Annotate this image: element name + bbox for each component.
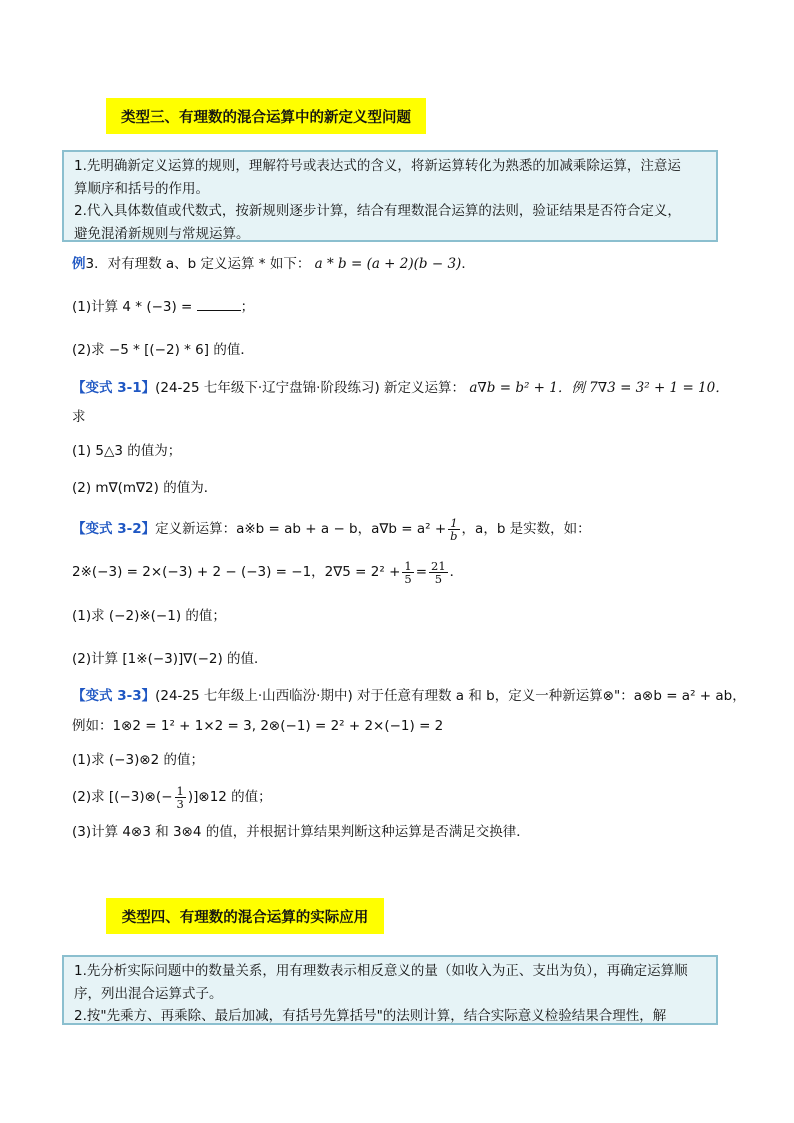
variant-source: (24-25 七年级上·山西临汾·期中) 对于任意有理数 a 和 b，定义一种新运算⊗"：a⊗b = a² + ab，	[155, 688, 746, 704]
question-text: (2)求 [(−3)⊗(−	[72, 789, 173, 805]
fraction: $\frac{21}{5}$	[431, 558, 446, 586]
variant-tag: 【变式 3-1】	[72, 380, 156, 396]
question-text: (1)计算 4 * (−3) =	[72, 299, 193, 315]
question-2: (2)求 −5 * [(−2) * 6] 的值．	[72, 342, 254, 358]
section-heading: 类型三、有理数的混合运算中的新定义型问题	[106, 98, 426, 134]
tip-line: 2.代入具体数值或代数式，按新规则逐步计算，结合有理数混合运算的法则，验证结果是否符合定义，	[74, 203, 681, 219]
tip-line: 算顺序和括号的作用。	[74, 180, 209, 197]
variant-tag: 【变式 3-3】	[72, 688, 156, 704]
fraction: $\frac{1}{b}$	[450, 515, 458, 543]
section-heading: 类型四、有理数的混合运算的实际应用	[106, 898, 384, 934]
answer-blank	[197, 297, 241, 311]
example-end: ．	[449, 564, 464, 580]
fraction: $\frac{1}{5}$	[404, 558, 412, 586]
example-statement: 例3．对有理数 a、b 定义运算 * 如下： a * b = (a + 2)(b − 3)．	[72, 256, 475, 272]
example-formula: a * b = (a + 2)(b − 3)	[314, 256, 462, 272]
question-1: (1)求 (−3)⊗2 的值；	[72, 752, 205, 768]
tip-line: 避免混淆新规则与常规运算。	[74, 225, 250, 242]
fraction: $\frac{1}{3}$	[176, 783, 184, 811]
question-2: (2)计算 [1※(−3)]∇(−2) 的值．	[72, 651, 268, 667]
variant-rule: 定义新运算：a※b = ab + a − b，a∇b = a² +	[155, 521, 447, 537]
variant-3-2-statement	[72, 516, 591, 542]
question-2	[72, 782, 272, 812]
variant-example: 例如：1⊗2 = 1² + 1×2 = 3, 2⊗(−1) = 2² + 2×(−1) = 2	[72, 718, 444, 734]
question-1: (1)求 (−2)※(−1) 的值；	[72, 608, 226, 624]
equals-sign: =	[415, 564, 428, 580]
question-3: (3)计算 4⊗3 和 3⊗4 的值，并根据计算结果判断这种运算是否满足交换律．	[72, 824, 530, 840]
example-label: 例	[72, 256, 86, 272]
variant-example	[72, 558, 463, 586]
tip-line: 序，列出混合运算式子。	[74, 985, 223, 1002]
tip-box	[62, 955, 718, 1025]
question-1: (1) 5△3 的值为；	[72, 443, 182, 459]
variant-continuation: 求	[72, 409, 86, 425]
variant-3-3-statement	[72, 686, 746, 706]
example-text: 2※(−3) = 2×(−3) + 2 − (−3) = −1，2∇5 = 2² +	[72, 564, 401, 580]
variant-3-1-statement	[72, 378, 729, 398]
tip-line: 2.按"先乘方、再乘除、最后加减，有括号先算括号"的法则计算，结合实际意义检验结果合理性，解	[74, 1008, 667, 1024]
example-text: 3．对有理数 a、b 定义运算 * 如下：	[85, 256, 311, 272]
question-end: ；	[240, 299, 255, 315]
tip-box	[62, 150, 718, 242]
tip-line: 1.先分析实际问题中的数量关系，用有理数表示相反意义的量（如收入为正、支出为负），再确定运算顺	[74, 963, 688, 979]
tip-line: 1.先明确新定义运算的规则，理解符号或表达式的含义，将新运算转化为熟悉的加减乘除运算，注意运	[74, 158, 681, 174]
question-1	[72, 297, 254, 317]
variant-source: (24-25 七年级下·辽宁盘锦·阶段练习) 新定义运算：	[155, 380, 466, 396]
variant-tag: 【变式 3-2】	[72, 521, 156, 537]
question-end: )]⊗12 的值；	[187, 789, 272, 805]
question-2: (2) m∇(m∇2) 的值为．	[72, 480, 218, 496]
variant-rule-end: ，a，b 是实数，如：	[461, 521, 591, 537]
variant-rule: a∇b = b² + 1．例 7∇3 = 3² + 1 = 10．	[469, 380, 729, 396]
